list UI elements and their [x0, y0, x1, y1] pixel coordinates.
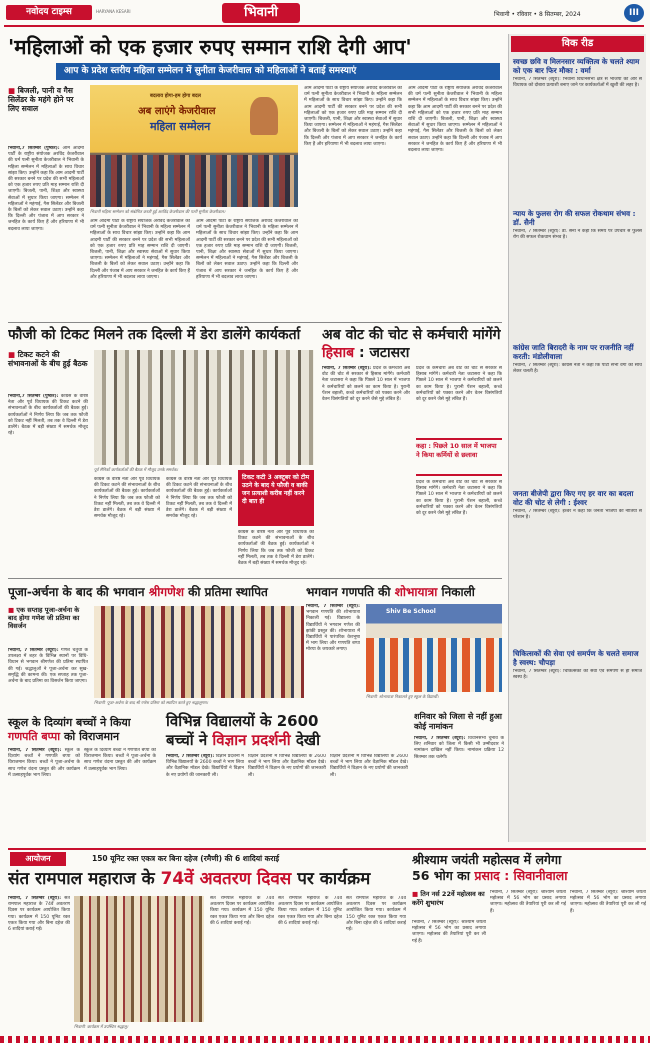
story5-byline: भिवानी, 7 सितम्बर (ब्यूरो):: [306, 604, 360, 609]
lead-body-cont4: आम आदमी पार्टी के राष्ट्रीय संयोजक अरविंद केजरीवाल की धर्म पत्नी सुनीता केजरीवाल ने भिवानी के महिला सम्मेलन में महिलाओं के साथ विचार सांझा किए। उन्होंने कहा कि आम आदमी पार्टी की सरकार बनने पर प्रदेश की सभी महिलाओं को एक हजार रुपए प्रति माह सम्मान राशि दी जाएगी। बिजली, पानी, शिक्षा और स्वास्थ्य सेवाओं में सुधार किया जाएगा। सम्मेलन में महिलाओं ने महंगाई, गैस सिलेंडर और बिजली के बिलों को लेकर सवाल उठाए। उन्होंने कहा कि दिल्ली और पंजाब में आप सरकार ने जनहित के कार्य किए हैं और हरियाणा में भी बदलाव लाया जाएगा।: [408, 86, 502, 154]
story2-byline: भिवानी,7 सितम्बर (पुष्कर):: [8, 394, 59, 399]
bottom-right-headline: [412, 852, 646, 884]
banner-main: अब लाएंगे केजरीवाल: [138, 106, 216, 117]
story5-headline-a: भगवान गणपति की: [306, 585, 391, 599]
lead-body-col5: [408, 86, 502, 316]
sidebar-item3-body: भिवानी, 7 सितम्बर (ब्यूरो): कांग्रेस नेता ने कहा कि पार्टी सभी वर्गों को साथ लेकर चलती है।: [513, 363, 642, 375]
bottom-headline-c: पर कार्यक्रम: [297, 869, 371, 889]
lead-photo: [90, 85, 298, 207]
masthead-rule: [4, 25, 644, 27]
page-number-text: III: [628, 8, 640, 18]
story2-body: कांग्रेस के वरिष्ठ नेता और पूर्व विधायक की टिकट कटने की संभावनाओं के बीच कार्यकर्ताओं की बैठक हुई। कार्यकर्ताओं ने निर्णय लिया कि जब तक फौजी को टिकट नहीं मिलती, तब तक वे दिल्ली में डेरा डालेंगे। बैठक में बड़ी संख्या में समर्थक मौजूद रहे।: [8, 394, 88, 437]
stage-crowd: [90, 155, 298, 207]
bottom-body-col2: [210, 896, 274, 1032]
story7-body-cont2: विज्ञान प्रदर्शनी में विभिन्न विद्यालयों के 2600 बच्चों ने भाग लिया और वैज्ञानिक मॉडल देखे। विद्यार्थियों ने विज्ञान के नए प्रयोगों की जानकारी ली।: [330, 754, 408, 778]
lead-photo-caption: भिवानी महिला सम्मेलन को संबोधित करती हुई अरविंद केजरीवाल की पत्नी सुनीता केजरीवाल।: [90, 209, 226, 214]
story6-body-col1: [8, 748, 80, 842]
bottom-body: संत रामपाल महाराज के 74वें अवतरण दिवस पर कार्यक्रम आयोजित किया गया। कार्यक्रम में 150 यूनिट रक्त एकत्र किया गया और बिना दहेज की 6 शादियां कराई गईं।: [8, 896, 70, 933]
lead-byline: भिवानी,7 सितम्बर (पुष्कर):: [8, 146, 60, 151]
lead-body-col2: [90, 219, 190, 317]
story3-pull-quote: [416, 438, 502, 476]
story7-body-col3: [330, 754, 408, 842]
story2-quote: टिकट कटी 3 अक्टूबर को टीम उठने के बाद ये फौजी व बाकी जन प्रत्याशी करीब नहीं करने दी बात ही: [242, 474, 310, 505]
leader-portrait: [250, 97, 278, 135]
story7-headline-d: देखी: [295, 731, 320, 749]
story4-headline: [8, 584, 308, 600]
story5-banner: Shiv Be School: [386, 608, 436, 615]
lead-body-cont2: आम आदमी पार्टी के राष्ट्रीय संयोजक अरविंद केजरीवाल की धर्म पत्नी सुनीता केजरीवाल ने भिवानी के महिला सम्मेलन में महिलाओं के साथ विचार सांझा किए। उन्होंने कहा कि आम आदमी पार्टी की सरकार बनने पर प्रदेश की सभी महिलाओं को एक हजार रुपए प्रति माह सम्मान राशि दी जाएगी। बिजली, पानी, शिक्षा और स्वास्थ्य सेवाओं में सुधार किया जाएगा। सम्मेलन में महिलाओं ने महंगाई, गैस सिलेंडर और बिजली के बिलों को लेकर सवाल उठाए। उन्होंने कहा कि दिल्ली और पंजाब में आप सरकार ने जनहित के कार्य किए हैं और हरियाणा में भी बदलाव लाया जाएगा।: [196, 219, 298, 280]
bottom-headline-b: 74वें अवतरण दिवस: [160, 869, 292, 889]
story4-photo: [94, 606, 304, 698]
sidebar-item2-head: न्याय के फुलस रोग की सफल रोकथाम संभव : डॉ. सैनी: [513, 209, 636, 227]
bottom-photo-caption: भिवानी: कार्यक्रम में उपस्थित श्रद्धालु।: [74, 1024, 129, 1029]
page-number: [624, 4, 644, 22]
bottom-right-body-cont: भिवानी, 7 सितम्बर (ब्यूरो): श्रीश्याम जयंती महोत्सव में 56 भोग का प्रसाद लगाया जाएगा। महोत्सव की तैयारियां पूरी कर ली गई हैं।: [490, 890, 566, 914]
bottom-headline-a: संत रामपाल महाराज के: [8, 869, 155, 889]
story5-photo-caption: भिवानी: शोभायात्रा निकालते हुए स्कूल के विद्यार्थी।: [366, 694, 439, 699]
story5-body: भगवान गणपति की शोभायात्रा निकाली गई। विद्यालय के विद्यार्थियों ने भगवान गणेश की झांकी प्रस्तुत की। शोभायात्रा में विद्यार्थियों ने पारंपरिक वेशभूषा में भाग लिया और गणपति बप्पा मोरया के जयकारे लगाए।: [306, 610, 360, 653]
sidebar-item5-body: भिवानी, 7 सितम्बर (ब्यूरो): चिकित्सकों की सेवा एवं समर्पण से ही समाज स्वस्थ है।: [513, 669, 642, 681]
bottom-right-e: : सिवानीवाला: [504, 868, 568, 883]
story7-headline-line2: [166, 731, 410, 750]
banner-top: बदलाव होगा-हम होगा बदल: [150, 93, 201, 99]
story3-body-col1: [322, 366, 410, 574]
story3-body-cont2: प्रदेश के कर्मचारी अब वोट की चोट से सरकार से हिसाब मांगेंगे। कर्मचारी नेता जटासरा ने कहा कि पिछले 10 साल में भाजपा ने कर्मचारियों को छलने का काम किया है। पुरानी पेंशन बहाली, कच्चे कर्मचारियों को पक्का करने और वेतन विसंगतियों को दूर करने जैसे मुद्दे लंबित हैं।: [416, 480, 502, 517]
story2-body-cont2: कांग्रेस के वरिष्ठ नेता और पूर्व विधायक की टिकट कटने की संभावनाओं के बीच कार्यकर्ताओं की बैठक हुई। कार्यकर्ताओं ने निर्णय लिया कि जब तक फौजी को टिकट नहीं मिलती, तब तक वे दिल्ली में डेरा डालेंगे। बैठक में बड़ी संख्या में समर्थक मौजूद रहे।: [166, 477, 232, 520]
story3-body-cont: प्रदेश के कर्मचारी अब वोट की चोट से सरकार से हिसाब मांगेंगे। कर्मचारी नेता जटासरा ने कहा कि पिछले 10 साल में भाजपा ने कर्मचारियों को छलने का काम किया है। पुरानी पेंशन बहाली, कच्चे कर्मचारियों को पक्का करने और वेतन विसंगतियों को दूर करने जैसे मुद्दे लंबित हैं।: [416, 366, 502, 403]
sidebar-item2-body: भिवानी, 7 सितम्बर (ब्यूरो): डॉ. सैनी ने कहा कि समय पर उपचार से फुलस रोग की सफल रोकथाम संभव है।: [513, 229, 642, 241]
story6-headline-c: को विराजमान: [63, 730, 120, 743]
bottom-body-col1: [8, 896, 70, 1032]
bottom-body-cont: संत रामपाल महाराज के 74वें अवतरण दिवस पर कार्यक्रम आयोजित किया गया। कार्यक्रम में 150 यूनिट रक्त एकत्र किया गया और बिना दहेज की 6 शादियां कराई गईं।: [210, 896, 274, 926]
story5-children: [366, 638, 502, 692]
bottom-border: [0, 1036, 650, 1043]
story3-byline: भिवानी, 7 सितम्बर (ब्यूरो):: [322, 366, 372, 371]
story5-body-col1: [306, 604, 360, 712]
sidebar-title: विक रीड: [561, 38, 594, 49]
bottom-right-line1: श्रीश्याम जयंती महोत्सव में लगेगा: [412, 852, 562, 867]
story3-headline-tail: : जटासरा: [359, 345, 410, 361]
story2-body-col4: [238, 530, 314, 574]
story2-headline: फौजी को टिकट मिलने तक दिल्ली में डेरा डालेंगे कार्यकर्ता: [8, 327, 301, 343]
story7-headline-b: बच्चों ने: [166, 731, 208, 749]
bottom-right-sub: ■ तिन नर्स 22वें महोत्सव का करेंगे शुभारंभ: [412, 890, 486, 907]
lead-body: आम आदमी पार्टी के राष्ट्रीय संयोजक अरविंद केजरीवाल की धर्म पत्नी सुनीता केजरीवाल ने भिवानी के महिला सम्मेलन में महिलाओं के साथ विचार सांझा किए। उन्होंने कहा कि आम आदमी पार्टी की सरकार बनने पर प्रदेश की सभी महिलाओं को एक हजार रुपए प्रति माह सम्मान राशि दी जाएगी। बिजली, पानी, शिक्षा और स्वास्थ्य सेवाओं में सुधार किया जाएगा। सम्मेलन में महिलाओं ने महंगाई, गैस सिलेंडर और बिजली के बिलों को लेकर सवाल उठाए। उन्होंने कहा कि दिल्ली और पंजाब में आप सरकार ने जनहित के कार्य किए हैं और हरियाणा में भी बदलाव लाया जाएगा।: [8, 146, 84, 232]
story6-headline-a: स्कूल के दिव्यांग बच्चों ने किया: [8, 716, 131, 729]
story7-headline-c: विज्ञान प्रदर्शनी: [212, 731, 291, 749]
rule-3: [8, 848, 646, 850]
story7-byline: भिवानी, 7 सितम्बर (ब्यूरो):: [166, 754, 215, 759]
story3-pull-quote-text: कहा : पिछले 10 साल में भाजपा ने किया कर्मियों से छलावा: [416, 442, 497, 459]
story3-body-col2: [416, 366, 502, 436]
story5-headline-c: निकाली: [441, 585, 475, 599]
sidebar-item4-body: भिवानी, 7 सितम्बर (ब्यूरो): ईश्वर ने कहा कि जनता भाजपा की नीतियों से परेशान है।: [513, 509, 642, 521]
rule-1: [8, 322, 502, 323]
masthead-left-tag: [6, 5, 92, 20]
story2-body-col1: [8, 394, 88, 574]
story3-body: प्रदेश के कर्मचारी अब वोट की चोट से सरकार से हिसाब मांगेंगे। कर्मचारी नेता जटासरा ने कहा कि पिछले 10 साल में भाजपा ने कर्मचारियों को छलने का काम किया है। पुरानी पेंशन बहाली, कच्चे कर्मचारियों को पक्का करने और वेतन विसंगतियों को दूर करने जैसे मुद्दे लंबित हैं।: [322, 366, 410, 403]
sidebar: [508, 34, 646, 842]
sidebar-item4-head: जनता बीजेपी द्वारा किए गए हर वार का बदला वोट की चोट से लेगी : ईश्वर: [513, 489, 634, 507]
lead-body-col3: [196, 219, 298, 317]
masthead-section: [222, 3, 300, 23]
story2-body-col3: [166, 477, 232, 574]
story3-body-col3: [416, 480, 502, 574]
story2-quote-box: [238, 470, 314, 526]
bottom-body-col3: [278, 896, 342, 1032]
story3-headline: [322, 326, 504, 362]
story2-photo: [94, 350, 314, 465]
story2-body-cont3: कांग्रेस के वरिष्ठ नेता और पूर्व विधायक की टिकट कटने की संभावनाओं के बीच कार्यकर्ताओं की बैठक हुई। कार्यकर्ताओं ने निर्णय लिया कि जब तक फौजी को टिकट नहीं मिलती, तब तक वे दिल्ली में डेरा डालेंगे। बैठक में बड़ी संख्या में समर्थक मौजूद रहे।: [238, 530, 314, 567]
lead-body-col4: [304, 86, 402, 316]
story7-headline-line1: विभिन्न विद्यालयों के 2600: [166, 712, 319, 730]
sidebar-item1-body: भिवानी, 7 सितम्बर (ब्यूरो): भिवानी विधानसभा क्षेत्र से भाजपा की ओर से विधायक को दोबारा प्रत्याशी बनाए जाने पर कार्यकर्ताओं में खुशी की लहर है।: [513, 77, 642, 89]
bottom-right-col2: [490, 890, 566, 1032]
sidebar-item1-head: स्वच्छ छवि व मिलनसार व्यक्तित्व के चलते श्याम को एक बार फिर मौका : वर्मा: [513, 57, 640, 75]
bottom-right-d: प्रसाद: [474, 868, 500, 883]
story4-body-col1: [8, 648, 88, 712]
story2-body-col2: [94, 477, 160, 574]
bottom-right-col1: [412, 920, 486, 1032]
lead-headline: 'महिलाओं को एक हजार रुपए सम्मान राशि देगी आप': [8, 35, 412, 59]
story4-body: गणेश चतुर्थी के उपलक्ष्य में शहर के विभिन्न स्थानों पर विधि-विधान से भगवान श्रीगणेश की प्रतिमा स्थापित की गई। श्रद्धालुओं ने पूजा-अर्चना कर सुख-समृद्धि की कामना की। एक सप्ताह तक पूजा-अर्चना के बाद प्रतिमा का विसर्जन किया जाएगा।: [8, 648, 88, 685]
bottom-right-b: 56 भोग: [412, 868, 453, 883]
bottom-tag-text: आयोजन: [25, 854, 51, 863]
story3-headline-red: हिसाब: [322, 345, 355, 361]
story8-byline: भिवानी, 7 सितम्बर (ब्यूरो):: [414, 736, 466, 741]
bottom-right-body: भिवानी, 7 सितम्बर (ब्यूरो): श्रीश्याम जयंती महोत्सव में 56 भोग का प्रसाद लगाया जाएगा। महोत्सव की तैयारियां पूरी कर ली गई हैं।: [412, 920, 486, 944]
story2-photo-caption: पूर्व सैनिकों कार्यकर्ताओं की बैठक में मौजूद उनके समर्थक।: [94, 467, 179, 472]
story4-headline-c: की प्रतिमा स्थापित: [188, 585, 268, 599]
bottom-tag: [10, 852, 66, 866]
bottom-right-line2: [412, 868, 646, 884]
sidebar-item5-head: चिकित्सकों की सेवा एवं समर्पण के चलते समाज है स्वस्थ: चौपड़ा: [513, 649, 639, 667]
lead-body-col1: [8, 146, 84, 316]
lead-side-head: [8, 86, 84, 113]
story7-body: विज्ञान प्रदर्शनी में विभिन्न विद्यालयों के 2600 बच्चों ने भाग लिया और वैज्ञानिक मॉडल देखे। विद्यार्थियों ने विज्ञान के नए प्रयोगों की जानकारी ली।: [166, 754, 244, 778]
story8-body-text: विधानसभा चुनाव के लिए शनिवार को जिला में किसी भी उम्मीदवार ने नामांकन दाखिल नहीं किया। नामांकन प्रक्रिया 12 सितम्बर तक चलेगी।: [414, 736, 504, 760]
story2-body-cont: कांग्रेस के वरिष्ठ नेता और पूर्व विधायक की टिकट कटने की संभावनाओं के बीच कार्यकर्ताओं की बैठक हुई। कार्यकर्ताओं ने निर्णय लिया कि जब तक फौजी को टिकट नहीं मिलती, तब तक वे दिल्ली में डेरा डालेंगे। बैठक में बड़ी संख्या में समर्थक मौजूद रहे।: [94, 477, 160, 520]
story3-headline-black: अब वोट की चोट से कर्मचारी मांगेंगे: [322, 327, 501, 343]
story5-headline: [306, 584, 504, 600]
story5-headline-b: शोभायात्रा: [394, 585, 438, 599]
masthead: [0, 0, 650, 26]
story8-headline: शनिवार को जिला से नहीं हुआ कोई नामांकन: [414, 712, 502, 731]
rule-2: [8, 578, 502, 579]
section-name: भिवानी: [244, 5, 278, 20]
bottom-byline: भिवानी, 7 सितम्बर (ब्यूरो):: [8, 896, 62, 901]
masthead-date: भिवानी • रविवार • 8 सितम्बर, 2024: [494, 11, 581, 18]
bottom-photo: [74, 896, 204, 1022]
bottom-body-cont2: संत रामपाल महाराज के 74वें अवतरण दिवस पर कार्यक्रम आयोजित किया गया। कार्यक्रम में 150 यूनिट रक्त एकत्र किया गया और बिना दहेज की 6 शादियां कराई गईं।: [278, 896, 342, 926]
sidebar-item3-head: कांग्रेस जाति बिरादरी के नाम पर राजनीति नहीं करती: मंडोलीवाला: [513, 343, 634, 361]
bottom-right-body-cont2: भिवानी, 7 सितम्बर (ब्यूरो): श्रीश्याम जयंती महोत्सव में 56 भोग का प्रसाद लगाया जाएगा। महोत्सव की तैयारियां पूरी कर ली गई हैं।: [570, 890, 646, 914]
story4-headline-a: पूजा-अर्चना के बाद की भगवान: [8, 585, 145, 599]
story2-side-head: ■ टिकट कटने की संभावनाओं के बीच हुई बैठक: [8, 350, 88, 368]
story6-byline: भिवानी, 7 सितम्बर (ब्यूरो):: [8, 748, 62, 753]
bottom-right-col3: [570, 890, 646, 1032]
story7-body-cont: विज्ञान प्रदर्शनी में विभिन्न विद्यालयों के 2600 बच्चों ने भाग लिया और वैज्ञानिक मॉडल देखे। विद्यार्थियों ने विज्ञान के नए प्रयोगों की जानकारी ली।: [248, 754, 326, 778]
masthead-small-tag: HARYANA KESARI: [96, 9, 131, 14]
sidebar-title-bar: [511, 36, 644, 52]
story5-photo: [366, 604, 502, 692]
story7-body-col1: [166, 754, 244, 842]
bottom-right-c: का: [457, 868, 471, 883]
bottom-body-col4: [346, 896, 406, 1032]
lead-body-cont: आम आदमी पार्टी के राष्ट्रीय संयोजक अरविंद केजरीवाल की धर्म पत्नी सुनीता केजरीवाल ने भिवानी के महिला सम्मेलन में महिलाओं के साथ विचार सांझा किए। उन्होंने कहा कि आम आदमी पार्टी की सरकार बनने पर प्रदेश की सभी महिलाओं को एक हजार रुपए प्रति माह सम्मान राशि दी जाएगी। बिजली, पानी, शिक्षा और स्वास्थ्य सेवाओं में सुधार किया जाएगा। सम्मेलन में महिलाओं ने महंगाई, गैस सिलेंडर और बिजली के बिलों को लेकर सवाल उठाए। उन्होंने कहा कि दिल्ली और पंजाब में आप सरकार ने जनहित के कार्य किए हैं और हरियाणा में भी बदलाव लाया जाएगा।: [90, 219, 190, 280]
bottom-ticker: 150 यूनिट रक्त एकत्र कर बिना दहेज (रमैणी) की 6 शादियां कराई: [92, 854, 280, 863]
lead-side-head-text: ■ बिजली, पानी व गैस सिलेंडर के महंगे होने पर लिए सवाल: [8, 86, 84, 113]
story4-side-head: ■ एक सप्ताह पूजा-अर्चना के बाद होगा गणेश जी प्रतिमा का विसर्जन: [8, 606, 88, 630]
story4-photo-caption: भिवानी: पूजा-अर्चना के बाद श्री गणेश प्रतिमा को स्थापित करते हुए श्रद्धालुगण।: [94, 700, 209, 705]
story4-byline: भिवानी, 7 सितम्बर (ब्यूरो):: [8, 648, 59, 653]
lead-body-cont3: आम आदमी पार्टी के राष्ट्रीय संयोजक अरविंद केजरीवाल की धर्म पत्नी सुनीता केजरीवाल ने भिवानी के महिला सम्मेलन में महिलाओं के साथ विचार सांझा किए। उन्होंने कहा कि आम आदमी पार्टी की सरकार बनने पर प्रदेश की सभी महिलाओं को एक हजार रुपए प्रति माह सम्मान राशि दी जाएगी। बिजली, पानी, शिक्षा और स्वास्थ्य सेवाओं में सुधार किया जाएगा। सम्मेलन में महिलाओं ने महंगाई, गैस सिलेंडर और बिजली के बिलों को लेकर सवाल उठाए। उन्होंने कहा कि दिल्ली और पंजाब में आप सरकार ने जनहित के कार्य किए हैं और हरियाणा में भी बदलाव लाया जाएगा।: [304, 86, 402, 147]
story7-headline: [166, 712, 410, 750]
story7-body-col2: [248, 754, 326, 842]
lead-deck: आप के प्रदेश स्तरीय महिला सम्मेलन में सुनीता केजरीवाल को महिलाओं ने बताई समस्याएं: [56, 63, 500, 80]
story6-headline: [8, 716, 158, 744]
story8-body: [414, 736, 504, 842]
story6-body: स्कूल के दिव्यांग बच्चों ने गणपति बप्पा को विराजमान किया। बच्चों ने पूजा-अर्चना के साथ गणेश वंदना प्रस्तुत की और कार्यक्रम में उत्साहपूर्वक भाग लिया।: [8, 748, 80, 778]
bottom-body-cont3: संत रामपाल महाराज के 74वें अवतरण दिवस पर कार्यक्रम आयोजित किया गया। कार्यक्रम में 150 यूनिट रक्त एकत्र किया गया और बिना दहेज की 6 शादियां कराई गईं।: [346, 896, 406, 933]
bottom-headline: [8, 868, 388, 890]
banner-sub: महिला सम्मेलन: [150, 120, 211, 133]
story6-body-col2: [84, 748, 156, 842]
story6-headline-b: गणपति बप्पा: [8, 730, 61, 743]
masthead-left-text: नवोदय टाइम्स: [26, 7, 72, 17]
story6-body-cont: स्कूल के दिव्यांग बच्चों ने गणपति बप्पा को विराजमान किया। बच्चों ने पूजा-अर्चना के साथ गणेश वंदना प्रस्तुत की और कार्यक्रम में उत्साहपूर्वक भाग लिया।: [84, 748, 156, 772]
story4-headline-b: श्रीगणेश: [148, 585, 184, 599]
